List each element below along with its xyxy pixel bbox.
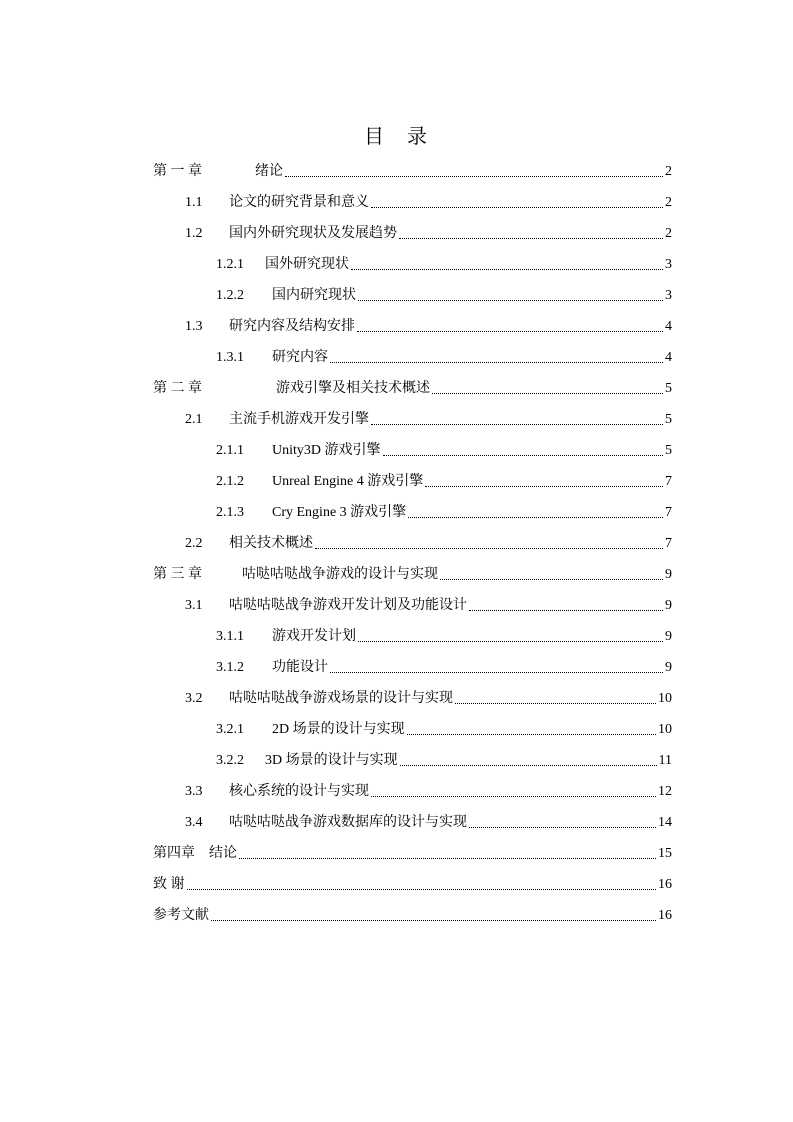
dot-leader xyxy=(285,176,663,177)
toc-entry-label: 绪论 xyxy=(255,164,283,179)
toc-entry-page: 16 xyxy=(658,908,672,923)
dot-leader xyxy=(211,920,656,921)
toc-entry-page: 12 xyxy=(658,784,672,799)
toc-entry-label: 核心系统的设计与实现 xyxy=(229,784,369,799)
toc-entry[interactable] xyxy=(185,220,672,244)
toc-entry-page: 9 xyxy=(665,629,672,644)
dot-leader xyxy=(440,579,663,580)
toc-entry-page: 9 xyxy=(665,660,672,675)
dot-leader xyxy=(358,641,663,642)
dot-leader xyxy=(357,331,663,332)
dot-leader xyxy=(425,486,663,487)
toc-entry-number: 第 三 章 xyxy=(153,567,202,582)
dot-leader xyxy=(408,517,663,518)
dot-leader xyxy=(330,362,663,363)
toc-entry-number: 第四章 xyxy=(153,846,195,861)
dot-leader xyxy=(371,207,663,208)
toc-entry-number: 1.2.2 xyxy=(216,288,244,303)
toc-entry[interactable] xyxy=(185,189,672,213)
toc-entry-label: 研究内容 xyxy=(272,350,328,365)
toc-entry-page: 14 xyxy=(658,815,672,830)
toc-entry[interactable] xyxy=(216,654,672,678)
toc-entry[interactable] xyxy=(216,499,672,523)
dot-leader xyxy=(371,424,663,425)
toc-entry[interactable] xyxy=(216,344,672,368)
toc-entry-label: 相关技术概述 xyxy=(229,536,313,551)
toc-entry-number: 2.1.3 xyxy=(216,505,244,520)
toc-entry[interactable] xyxy=(185,406,672,430)
toc-entry[interactable] xyxy=(216,437,672,461)
toc-entry-label: 国外研究现状 xyxy=(265,257,349,272)
toc-entry-page: 3 xyxy=(665,288,672,303)
toc-entry-page: 5 xyxy=(665,412,672,427)
toc-entry-label: Unreal Engine 4 游戏引擎 xyxy=(272,474,424,489)
toc-entry-page: 2 xyxy=(665,226,672,241)
toc-entry-number: 2.1 xyxy=(185,412,203,427)
toc-entry-label: 咕哒咕哒战争游戏的设计与实现 xyxy=(242,567,438,582)
dot-leader xyxy=(399,238,663,239)
dot-leader xyxy=(187,889,657,890)
toc-entry-page: 4 xyxy=(665,350,672,365)
toc-entry-label: 咕哒咕哒战争游戏数据库的设计与实现 xyxy=(229,815,467,830)
toc-entry[interactable] xyxy=(216,468,672,492)
toc-entry-number: 第 二 章 xyxy=(153,381,202,396)
toc-entry-label: 国内研究现状 xyxy=(272,288,356,303)
toc-entry-page: 3 xyxy=(665,257,672,272)
toc-entry[interactable] xyxy=(185,313,672,337)
dot-leader xyxy=(407,734,656,735)
toc-entry[interactable] xyxy=(185,778,672,802)
dot-leader xyxy=(469,827,656,828)
toc-entry-page: 7 xyxy=(665,505,672,520)
toc-entry-number: 3.1 xyxy=(185,598,203,613)
toc-entry-label: 论文的研究背景和意义 xyxy=(229,195,369,210)
toc-entry-label: Unity3D 游戏引擎 xyxy=(272,443,381,458)
toc-entry-label: 游戏开发计划 xyxy=(272,629,356,644)
toc-entry-page: 2 xyxy=(665,195,672,210)
toc-entry[interactable] xyxy=(153,871,672,895)
toc-entry-number: 1.3 xyxy=(185,319,203,334)
toc-entry-page: 9 xyxy=(665,598,672,613)
dot-leader xyxy=(469,610,663,611)
dot-leader xyxy=(351,269,663,270)
dot-leader xyxy=(455,703,656,704)
toc-entry-label: 研究内容及结构安排 xyxy=(229,319,355,334)
toc-entry-number: 1.1 xyxy=(185,195,203,210)
dot-leader xyxy=(371,796,656,797)
dot-leader xyxy=(330,672,663,673)
toc-entry-number: 3.2 xyxy=(185,691,203,706)
toc-entry-page: 10 xyxy=(658,722,672,737)
dot-leader xyxy=(383,455,664,456)
toc-entry-number: 3.1.2 xyxy=(216,660,244,675)
toc-entry-page: 5 xyxy=(665,381,672,396)
toc-entry-page: 7 xyxy=(665,474,672,489)
toc-entry[interactable] xyxy=(153,840,672,864)
toc-entry-label: 主流手机游戏开发引擎 xyxy=(229,412,369,427)
toc-entry[interactable] xyxy=(216,282,672,306)
toc-entry-label: 功能设计 xyxy=(272,660,328,675)
toc-entry-label: 3D 场景的设计与实现 xyxy=(265,753,398,768)
toc-entry-number: 3.4 xyxy=(185,815,203,830)
dot-leader xyxy=(400,765,657,766)
toc-entry-page: 15 xyxy=(658,846,672,861)
toc-entry-label: 2D 场景的设计与实现 xyxy=(272,722,405,737)
toc-entry-label: 咕哒咕哒战争游戏场景的设计与实现 xyxy=(229,691,453,706)
toc-entry[interactable] xyxy=(153,158,672,182)
toc-entry[interactable] xyxy=(216,747,672,771)
toc-entry-page: 5 xyxy=(665,443,672,458)
toc-entry[interactable] xyxy=(216,251,672,275)
toc-entry-number: 3.2.2 xyxy=(216,753,244,768)
toc-entry[interactable] xyxy=(185,685,672,709)
dot-leader xyxy=(315,548,663,549)
toc-entry-page: 11 xyxy=(658,753,672,768)
toc-entry-page: 16 xyxy=(658,877,672,892)
toc-entry-page: 2 xyxy=(665,164,672,179)
toc-entry-label: 游戏引擎及相关技术概述 xyxy=(276,381,430,396)
toc-entry-number: 参考文献 xyxy=(153,908,209,923)
toc-entry-number: 1.3.1 xyxy=(216,350,244,365)
toc-entry[interactable] xyxy=(153,902,672,926)
toc-entry[interactable] xyxy=(153,375,672,399)
toc-entry-number: 第 一 章 xyxy=(153,164,202,179)
toc-entry-number: 3.3 xyxy=(185,784,203,799)
toc-entry-label: 国内外研究现状及发展趋势 xyxy=(229,226,397,241)
toc-entry[interactable] xyxy=(185,530,672,554)
toc-entry-number: 致 谢 xyxy=(153,877,185,892)
toc-entry-page: 10 xyxy=(658,691,672,706)
toc-entry[interactable] xyxy=(185,809,672,833)
dot-leader xyxy=(239,858,656,859)
toc-entry-page: 7 xyxy=(665,536,672,551)
toc-entry[interactable] xyxy=(153,561,672,585)
toc-entry-number: 2.1.1 xyxy=(216,443,244,458)
dot-leader xyxy=(432,393,663,394)
toc-entry-number: 1.2 xyxy=(185,226,203,241)
toc-entry-page: 9 xyxy=(665,567,672,582)
toc-entry-number: 1.2.1 xyxy=(216,257,244,272)
toc-entry[interactable] xyxy=(216,716,672,740)
toc-entry-page: 4 xyxy=(665,319,672,334)
toc-entry-number: 2.1.2 xyxy=(216,474,244,489)
dot-leader xyxy=(358,300,663,301)
toc-entry-label: 结论 xyxy=(209,846,237,861)
toc-entry-number: 3.2.1 xyxy=(216,722,244,737)
toc-entry[interactable] xyxy=(216,623,672,647)
page-title: 目 录 xyxy=(364,126,429,148)
toc-entry-label: Cry Engine 3 游戏引擎 xyxy=(272,505,407,520)
toc-entry-label: 咕哒咕哒战争游戏开发计划及功能设计 xyxy=(229,598,467,613)
toc-entry[interactable] xyxy=(185,592,672,616)
toc-entry-number: 2.2 xyxy=(185,536,203,551)
toc-entry-number: 3.1.1 xyxy=(216,629,244,644)
